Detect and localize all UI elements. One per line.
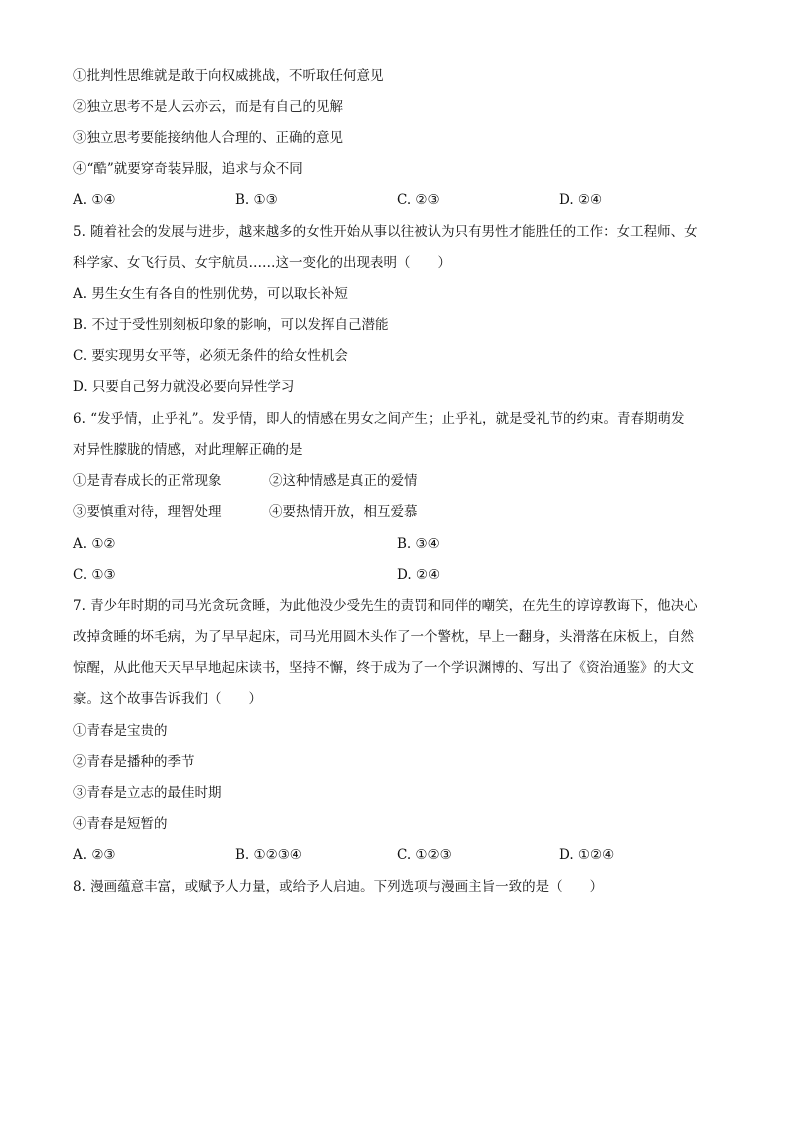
q5-option-d[interactable]: D. 只要自己努力就没必要向异性学习 (73, 379, 295, 395)
q7-option-c[interactable]: C. ①②③ (397, 847, 452, 863)
q4-options (73, 190, 733, 210)
q5-option-b[interactable]: B. 不过于受性别刻板印象的影响，可以发挥自己潜能 (73, 317, 389, 333)
q7-stem-line-1: 7. 青少年时期的司马光贪玩贪睡，为此他没少受先生的责罚和同伴的嘲笑，在先生的谆谆教诲下，他决心 (73, 598, 698, 614)
q6-options-row-1 (73, 534, 733, 554)
q7-statement-4: ④青春是短暂的 (73, 816, 168, 832)
q6-options-row-2 (73, 565, 733, 585)
q7-option-a[interactable]: A. ②③ (73, 847, 116, 863)
q4-statement-1: ①批判性思维就是敢于向权威挑战，不听取任何意见 (73, 68, 384, 84)
q7-option-d[interactable]: D. ①②④ (559, 847, 615, 863)
q4-option-d[interactable]: D. ②④ (559, 192, 603, 208)
q5-stem-line-2: 科学家、女飞行员、女宇航员……这一变化的出现表明（ ） (73, 255, 451, 271)
q6-statement-1: ①是青春成长的正常现象 (73, 473, 222, 489)
q7-stem-line-3: 惊醒，从此他天天早早地起床读书，坚持不懈，终于成为了一个学识渊博的、写出了《资治通鉴》的大文 (73, 660, 694, 676)
q6-statement-3: ③要慎重对待，理智处理 (73, 504, 222, 520)
q5-stem-line-1: 5. 随着社会的发展与进步，越来越多的女性开始从事以往被认为只有男性才能胜任的工作：女工程师、女 (73, 224, 698, 240)
q5-option-c[interactable]: C. 要实现男女平等，必须无条件的给女性机会 (73, 348, 348, 364)
q6-stem-line-1: 6. “发乎情，止乎礼”。发乎情，即人的情感在男女之间产生；止乎礼，就是受礼节的约束。青春期萌发 (73, 411, 685, 427)
q6-option-d[interactable]: D. ②④ (397, 567, 441, 583)
q7-stem-line-4: 豪。这个故事告诉我们（ ） (73, 691, 262, 707)
q6-option-b[interactable]: B. ③④ (397, 536, 440, 552)
q7-options (73, 845, 733, 865)
q4-option-b[interactable]: B. ①③ (235, 192, 278, 208)
q6-statement-2: ②这种情感是真正的爱情 (269, 473, 418, 489)
q4-statement-4: ④“酷”就要穿奇装异服，追求与众不同 (73, 161, 303, 177)
q8-stem: 8. 漫画蕴意丰富，或赋予人力量，或给予人启迪。下列选项与漫画主旨一致的是（ ） (73, 879, 604, 895)
q6-statement-4: ④要热情开放，相互爱慕 (269, 504, 418, 520)
q4-statement-2: ②独立思考不是人云亦云，而是有自己的见解 (73, 99, 343, 115)
q7-option-b[interactable]: B. ①②③④ (235, 847, 302, 863)
q6-stem-line-2: 对异性朦胧的情感，对此理解正确的是 (73, 442, 303, 458)
q7-statement-1: ①青春是宝贵的 (73, 723, 168, 739)
q7-statement-2: ②青春是播种的季节 (73, 754, 195, 770)
q5-option-a[interactable]: A. 男生女生有各自的性别优势，可以取长补短 (73, 286, 348, 302)
q4-statement-3: ③独立思考要能接纳他人合理的、正确的意见 (73, 130, 343, 146)
q7-stem-line-2: 改掉贪睡的坏毛病，为了早早起床，司马光用圆木头作了一个警枕，早上一翻身，头滑落在床板上，自然 (73, 629, 694, 645)
q6-statements-row-1 (73, 471, 733, 491)
q6-statements-row-2 (73, 502, 733, 522)
q6-option-c[interactable]: C. ①③ (73, 567, 116, 583)
q4-option-c[interactable]: C. ②③ (397, 192, 440, 208)
q6-option-a[interactable]: A. ①② (73, 536, 116, 552)
q7-statement-3: ③青春是立志的最佳时期 (73, 785, 222, 801)
q4-option-a[interactable]: A. ①④ (73, 192, 116, 208)
